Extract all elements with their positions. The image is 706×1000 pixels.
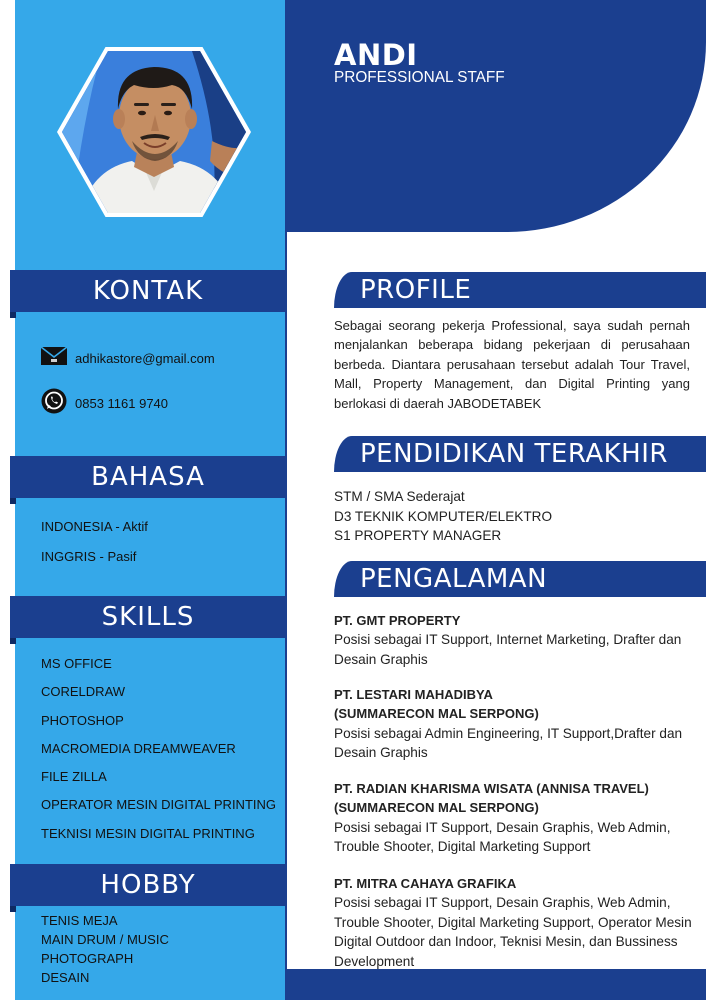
experience-company: PT. GMT PROPERTY [334,613,461,628]
hobby-item: MAIN DRUM / MUSIC [41,932,169,947]
experience-entry [334,874,700,971]
experience-heading: PENGALAMAN [334,561,706,597]
experience-description: Posisi sebagai IT Support, Internet Marketing, Drafter dan Desain Graphis [334,632,682,667]
whatsapp-icon [41,388,67,419]
header-background [286,0,706,232]
language-item: INDONESIA - Aktif [41,519,148,534]
experience-company: PT. RADIAN KHARISMA WISATA (ANNISA TRAVEL) [334,781,649,796]
hobby-list [41,912,169,988]
person-portrait-icon [62,51,246,213]
person-name: ANDI [334,38,418,72]
experience-description: Posisi sebagai IT Support, Desain Graphis, Web Admin, Trouble Shooter, Digital Marketing Support [334,819,671,855]
experience-company: PT. MITRA CAHAYA GRAFIKA [334,876,517,891]
hobby-heading: HOBBY [10,864,286,906]
skill-item: CORELDRAW [41,684,126,700]
skill-item: OPERATOR MESIN DIGITAL PRINTING [41,797,276,813]
education-heading: PENDIDIKAN TERAKHIR [334,436,706,472]
skill-item: PHOTOSHOP [41,712,124,728]
experience-description: Posisi sebagai IT Support, Desain Graphis, Web Admin, Trouble Shooter, Digital Marketing Support, Operator Mesin Digital Outdoor dan Indoor, Teknisi Mesin, dan Bussiness Development [334,895,692,969]
skills-heading: SKILLS [10,596,286,638]
profile-heading: PROFILE [334,272,706,308]
experience-entry [334,611,700,669]
skill-item: FILE ZILLA [41,769,107,785]
envelope-icon [41,347,67,370]
hobby-item: DESAIN [41,970,90,985]
education-list [334,487,552,546]
footer-bar [286,969,706,1000]
hobby-item: TENIS MEJA [41,913,118,928]
sidebar-divider [285,0,287,1000]
language-item: INGGRIS - Pasif [41,549,137,564]
contact-phone-row [41,388,168,419]
experience-description: Posisi sebagai Admin Engineering, IT Support,Drafter dan Desain Graphis [334,725,683,761]
experience-company-location: (SUMMARECON MAL SERPONG) [334,706,539,722]
experience-company: PT. LESTARI MAHADIBYA [334,687,493,702]
profile-text: Sebagai seorang pekerja Professional, saya sudah pernah menjalankan beberapa bidang pekerjaan di perusahaan berbeda. Diantara perusahaan tersebut adalah Tour Travel, Mall, Property Management, dan Digital Printing yang berlokasi di daerah JABODETABEK [334,318,690,411]
skill-item: MACROMEDIA DREAMWEAVER [41,740,236,756]
person-title: PROFESSIONAL STAFF [334,69,505,86]
experience-entry [334,685,700,763]
education-item: D3 TEKNIK KOMPUTER/ELEKTRO [334,508,553,524]
hobby-item: PHOTOGRAPH [41,951,134,966]
education-item: STM / SMA Sederajat [334,489,465,504]
skill-item: TEKNISI MESIN DIGITAL PRINTING [41,825,255,841]
skills-list [41,655,276,853]
experience-company-location: (SUMMARECON MAL SERPONG) [334,800,539,816]
education-item: S1 PROPERTY MANAGER [334,528,502,543]
contact-heading: KONTAK [10,270,286,312]
contact-email[interactable]: adhikastore@gmail.com [75,351,215,366]
profile-photo [62,51,246,213]
language-heading: BAHASA [10,456,286,498]
experience-entry [334,779,700,857]
contact-phone[interactable]: 0853 1161 9740 [75,396,169,411]
skill-item: MS OFFICE [41,656,112,671]
contact-email-row [41,347,215,370]
